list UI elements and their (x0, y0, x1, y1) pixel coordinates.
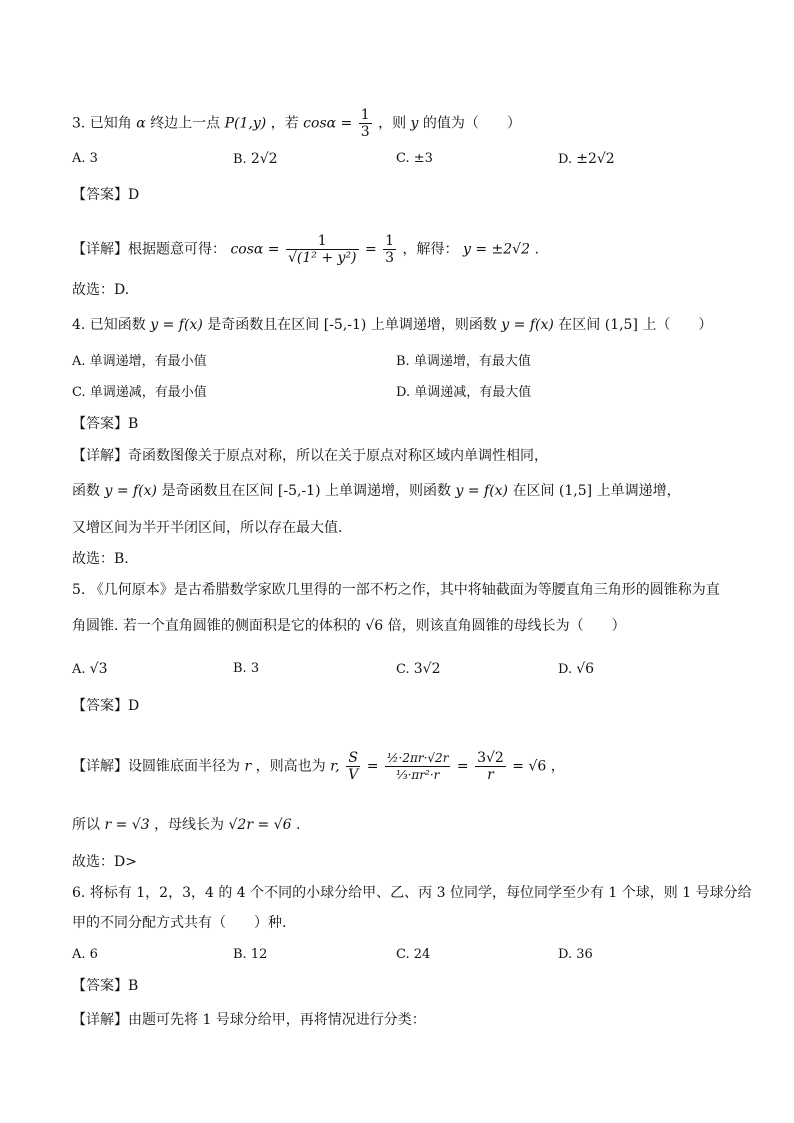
q4-option-c: C. 单调递减，有最小值 (72, 385, 207, 400)
q3-option-b (233, 149, 278, 170)
q5-so-text-b: ，母线长为 (154, 817, 225, 833)
q4-detail2-func2: y = f(x) (455, 483, 509, 499)
q5-detail (72, 750, 565, 783)
q6-option-b: B. 12 (233, 947, 268, 962)
q5-detail-sv-frac (346, 750, 360, 783)
q3-frac (359, 107, 372, 140)
q5-detail-res-frac (475, 750, 506, 783)
q5-stem-line1: 5. 《几何原本》是古希腊数学家欧几里得的一部不朽之作，其中将轴截面为等腰直角三角形的圆锥称为直 (72, 582, 720, 598)
q3-option-d-label: D. (558, 152, 573, 167)
q3-detail-frac2 (383, 233, 396, 266)
q3-option-d-value: ±2√2 (576, 151, 615, 167)
q4-detail2-text-d: 在区间 (512, 483, 555, 499)
q5-detail-text-a: 【详解】设圆锥底面半径为 (72, 758, 240, 775)
q5-detail-text-c: ， (550, 758, 565, 775)
q4-detail-3: 又增区间为半开半闭区间，所以存在最大值. (72, 520, 343, 536)
q3-frac-den: 3 (360, 124, 370, 140)
q5-option-c-value: 3√2 (413, 661, 441, 677)
q4-option-a: A. 单调递增，有最小值 (72, 354, 207, 369)
q5-detail-eq1: = (366, 758, 379, 775)
q4-detail-1: 【详解】奇函数图像关于原点对称，所以在关于原点对称区域内单调性相同， (72, 448, 548, 464)
q4-func2: y = f(x) (501, 317, 554, 333)
q4-detail-2 (72, 481, 681, 501)
q3-detail-frac2-den: 3 (385, 250, 395, 266)
q6-detail: 【详解】由题可先将 1 号球分给甲，再将情况进行分类： (72, 1012, 426, 1028)
q3-detail-text-c: . (534, 241, 539, 258)
q3-option-b-value: 2√2 (250, 151, 278, 167)
q5-choose: 故选：D> (72, 854, 137, 870)
q3-detail-frac1 (286, 233, 359, 266)
q4-text-a: 4. 已知函数 (72, 317, 146, 333)
q6-stem-line2: 甲的不同分配方式共有（ ）种. (72, 915, 287, 931)
q4-func1: y = f(x) (150, 317, 203, 333)
q3-detail-text-b: ，解得： (402, 241, 459, 258)
q4-interval1: [-5,-1) (323, 317, 367, 333)
q4-detail2-interval2: (1,5] (558, 483, 593, 499)
q5-detail-sv-den: V (348, 767, 359, 783)
q4-detail2-text-b: 是奇函数且在区间 (161, 483, 274, 499)
q3-text-b: 终边上一点 (150, 115, 221, 132)
q5-detail-big-num: ½·2πr·√2r (386, 751, 449, 765)
q3-detail-text-a: 【详解】根据题意可得： (72, 241, 226, 258)
q5-answer: 【答案】D (72, 698, 140, 714)
q5-detail-big-frac (385, 750, 451, 783)
q5-option-c-label: C. (396, 662, 410, 677)
q5-detail-res-num: 3√2 (477, 750, 504, 766)
q3-detail-frac2-num: 1 (385, 233, 395, 249)
q3-option-d (558, 149, 615, 170)
q4-detail2-interval1: [-5,-1) (277, 483, 321, 499)
q5-detail-r: r (244, 758, 252, 775)
q5-detail-r2: r, (330, 758, 340, 775)
q6-option-c: C. 24 (396, 947, 431, 962)
q5-detail-big-den: ⅓·πr²·r (395, 768, 440, 782)
q5-so-length: √2r = √6 (228, 817, 292, 833)
q3-point: P(1,y) (224, 115, 267, 132)
q3-choose: 故选：D. (72, 282, 130, 298)
q6-answer: 【答案】B (72, 978, 139, 994)
q5-text-b: 倍，则该直角圆锥的母线长为（ ） (387, 618, 626, 634)
q3-detail (72, 233, 539, 266)
q3-option-c (396, 149, 433, 169)
q5-so-text-d: . (295, 817, 301, 833)
q4-detail2-func1: y = f(x) (104, 483, 157, 499)
q6-option-d: D. 36 (558, 947, 593, 962)
q3-text-c: ，若 (270, 115, 299, 132)
q5-option-b: B. 3 (233, 661, 260, 676)
q6-option-a: A. 6 (72, 947, 98, 962)
q3-answer: 【答案】D (72, 187, 140, 203)
q3-text-e: 的值为（ ） (422, 115, 521, 132)
q4-detail2-text-a: 函数 (72, 483, 100, 499)
q5-option-d (558, 659, 594, 680)
q5-option-a-label: A. (72, 662, 86, 677)
q3-detail-frac1-num: 1 (286, 233, 359, 250)
q5-option-a-value: √3 (89, 661, 108, 677)
q5-detail-text-b: ，则高也为 (255, 758, 326, 775)
q3-detail-eq: = (364, 241, 377, 258)
q4-detail2-text-c: 上单调递增，则函数 (325, 483, 452, 499)
q3-cos: cosα = (303, 115, 353, 132)
q5-option-d-label: D. (558, 662, 573, 677)
q4-choose: 故选：B. (72, 551, 129, 567)
q3-option-c-value: ±3 (413, 151, 433, 166)
q3-detail-frac1-den: √(1² + y²) (288, 250, 357, 266)
q5-text-a: 角圆锥. 若一个直角圆锥的侧面积是它的体积的 (72, 618, 361, 634)
q5-detail-eq3: = √6 (512, 758, 547, 775)
q3-option-c-label: C. (396, 151, 410, 166)
q4-option-d: D. 单调递减，有最大值 (396, 385, 532, 400)
q5-detail-sv-num: S (346, 750, 360, 767)
q3-stem (72, 107, 521, 140)
q4-text-e: 上（ ） (642, 317, 713, 333)
q3-text-a: 3. 已知角 (72, 115, 132, 132)
q3-detail-cos: cosα = (230, 241, 280, 258)
q4-answer: 【答案】B (72, 416, 139, 432)
q3-y: y (410, 115, 419, 132)
q5-stem-line2 (72, 616, 626, 636)
q4-interval2: (1,5] (604, 317, 638, 333)
q4-detail2-text-e: 上单调递增， (596, 483, 681, 499)
q3-frac-num: 1 (360, 107, 370, 123)
q3-text-d: ，则 (378, 115, 407, 132)
q3-alpha: α (136, 115, 146, 132)
q3-option-a: A. 3 (72, 151, 98, 166)
q5-option-c (396, 659, 441, 680)
q5-detail-eq2: = (456, 758, 469, 775)
q4-text-b: 是奇函数且在区间 (207, 317, 320, 333)
q3-option-b-label: B. (233, 152, 247, 167)
q5-option-d-value: √6 (576, 661, 595, 677)
q5-so-text-a: 所以 (72, 817, 100, 833)
q5-option-a (72, 659, 108, 680)
q5-detail-res-den: r (487, 767, 494, 783)
q4-text-d: 在区间 (558, 317, 601, 333)
q6-stem-line1: 6. 将标有 1，2，3，4 的 4 个不同的小球分给甲、乙、丙 3 位同学，每位同学至少有 1 个球，则 1 号球分给 (72, 885, 752, 901)
q4-option-b: B. 单调递增，有最大值 (396, 354, 531, 369)
q5-so (72, 815, 300, 835)
q3-detail-result: y = ±2√2 (463, 241, 531, 258)
q5-so-r: r = √3 (104, 817, 150, 833)
q5-sqrt6: √6 (365, 618, 384, 634)
q4-stem (72, 315, 712, 335)
q4-text-c: 上单调递增，则函数 (370, 317, 497, 333)
